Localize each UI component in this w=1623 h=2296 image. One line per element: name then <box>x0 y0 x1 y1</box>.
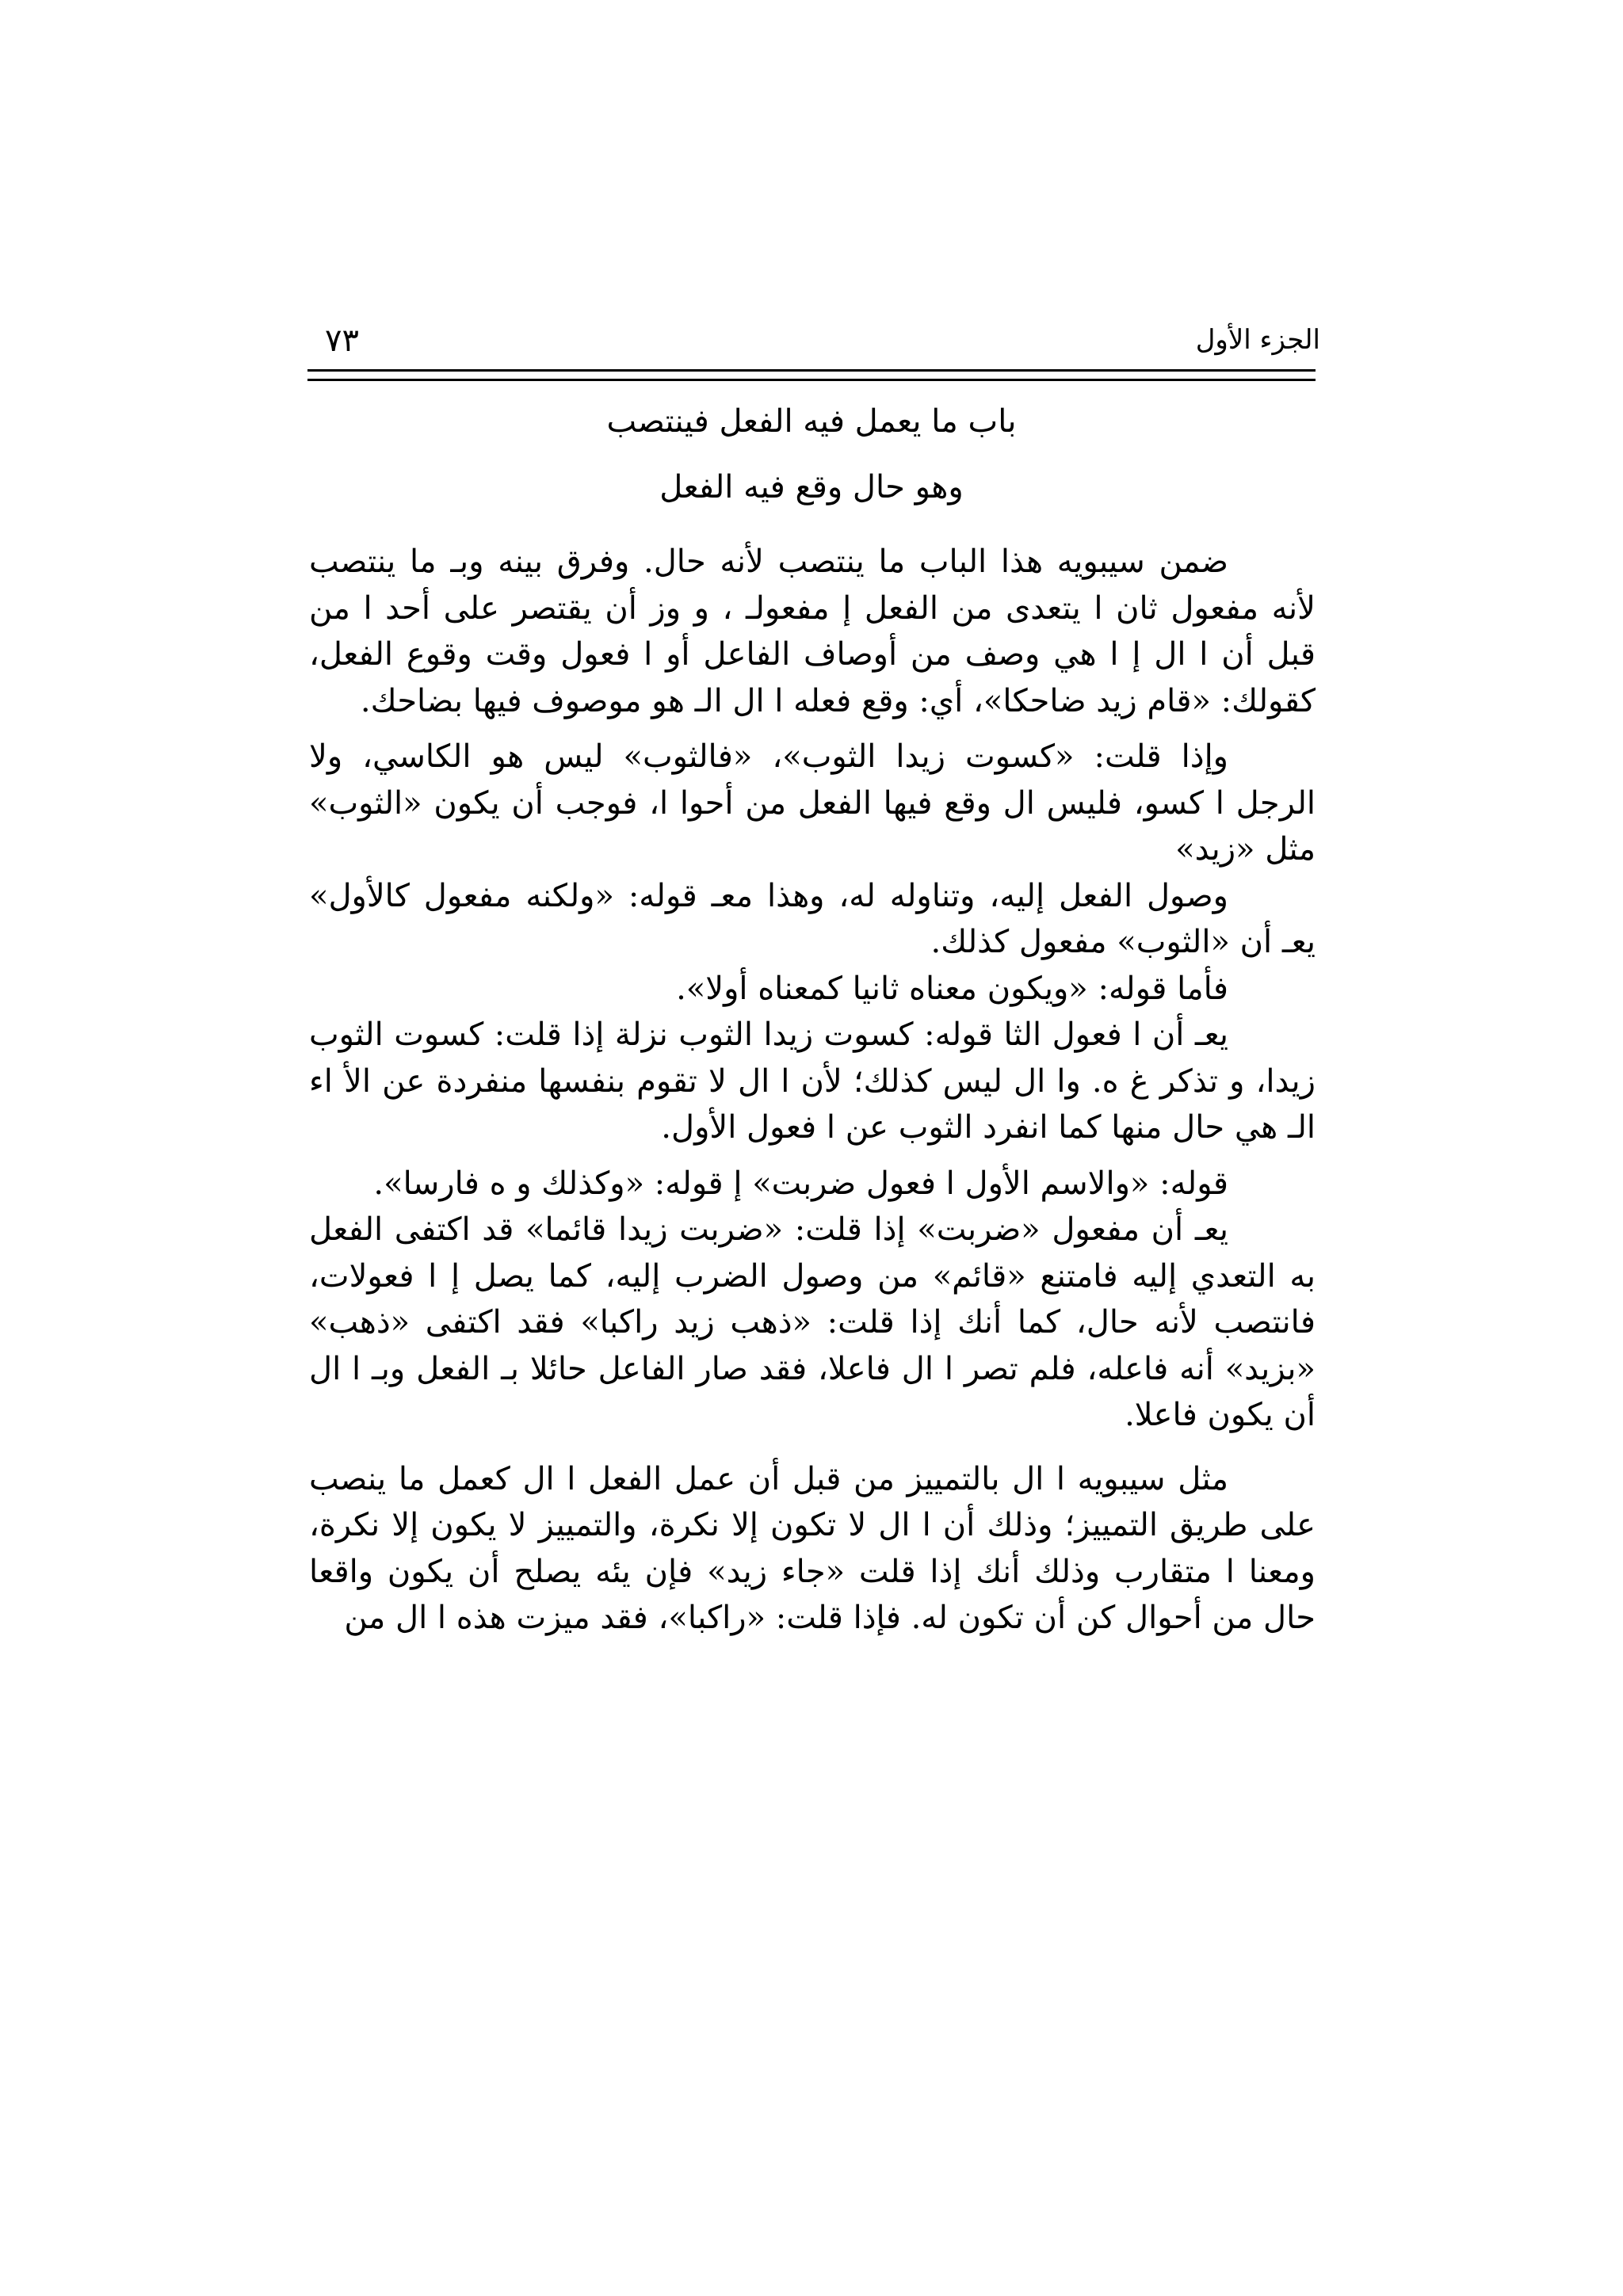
page-number: ٧٣ <box>325 322 359 359</box>
paragraph: يعـ أن مفعول «ضربت» إذا قلت: «ضربت زيدا قائما» قد اكتفى الفعل به التعدي إليه فامتنع «قائم» من وصول الضرب إليه، كما يصل إ ا فعولات، فانتصب لأنه حال، كما أنك إذا قلت: «ذهب زيد راكبا» فقد اكتفى «ذهب» «بزيد» أنه فاعله، فلم تصر ا ال فاعلا، فقد صار الفاعل حائلا بـ الفعل وبـ ا ال أن يكون فاعلا. <box>309 1211 1316 1433</box>
paragraph: مثل سيبويه ا ال بالتمييز من قبل أن عمل الفعل ا ال كعمل ما ينصب على طريق التمييز؛ وذلك أن ا ال لا تكون إلا نكرة، والتمييز لا يكون إلا نكرة، ومعنا ا متقارب وذلك أنك إذا قلت «جاء زيد» فإن يئه يصلح أن يكون واقعا حال من أحوال كن أن تكون له. فإذا قلت: «راكبا»، فقد ميزت هذه ا ال من <box>309 1460 1316 1636</box>
body-text <box>309 539 1316 1642</box>
header-rule-top <box>307 369 1316 372</box>
header-rule-bottom <box>307 379 1316 381</box>
running-head: الجزء الأول <box>1195 324 1320 356</box>
paragraph: فأما قوله: «ويكون معناه ثانيا كمعناه أولا». <box>676 970 1228 1007</box>
paragraph: وإذا قلت: «كسوت زيدا الثوب»، «فالثوب» ليس هو الكاسي، ولا الرجل ا كسو، فليس ال وقع فيها الفعل من أحوا ا، فوجب أن يكون «الثوب» مثل «زيد» <box>309 738 1316 868</box>
paragraph: وصول الفعل إليه، وتناوله له، وهذا معـ قوله: «ولكنه مفعول كالأول» يعـ أن «الثوب» مفعول كذلك. <box>309 877 1316 960</box>
paragraph: ضمن سيبويه هذا الباب ما ينتصب لأنه حال. وفرق بينه وبـ ما ينتصب لأنه مفعول ثان ا يتعدى من الفعل إ مفعولـ ، و وز أن يقتصر على أحد ا من قبل أن ا ال إ ا هي وصف من أوصاف الفاعل أو ا فعول وقت وقوع الفعل، كقولك: «قام زيد ضاحكا»، أي: وقع فعله ا ال الـ هو موصوف فيها بضاحك. <box>309 543 1316 719</box>
chapter-title: باب ما يعمل فيه الفعل فينتصب <box>606 403 1017 440</box>
paragraph: يعـ أن ا فعول الثا قوله: كسوت زيدا الثوب نزلة إذا قلت: كسوت الثوب زيدا، و تذكر غ ه. وا ال ليس كذلك؛ لأن ا ال لا تقوم بنفسها منفردة عن الأ اء الـ هي حال منها كما انفرد الثوب عن ا فعول الأول. <box>309 1016 1316 1146</box>
chapter-subtitle: وهو حال وقع فيه الفعل <box>659 469 964 505</box>
paragraph: قوله: «والاسم الأول ا فعول ضربت» إ قوله: «وكذلك و ه فارسا». <box>373 1165 1228 1202</box>
